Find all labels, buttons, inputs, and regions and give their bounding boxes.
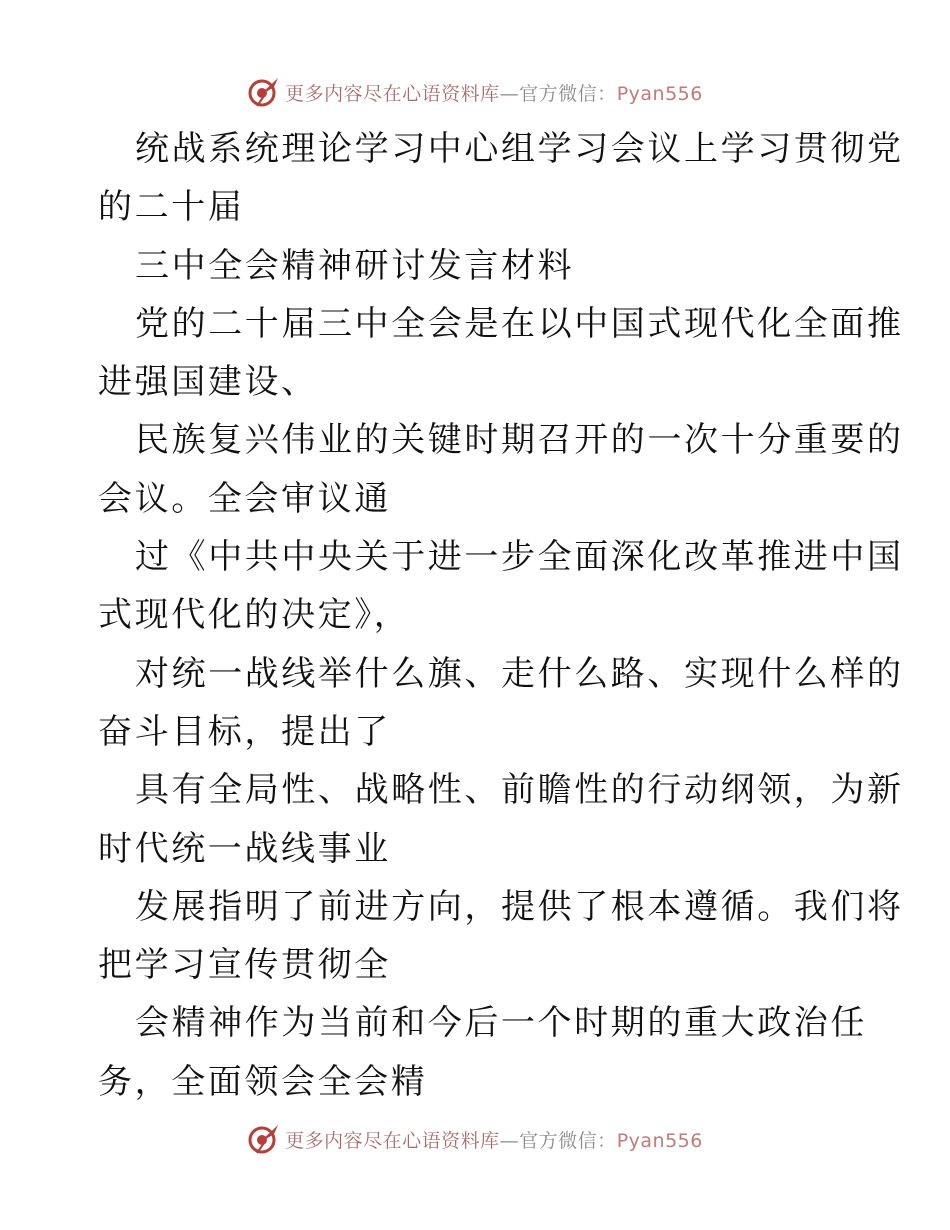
banner-text (285, 79, 703, 106)
text-line: 时代统一战线事业 (98, 828, 391, 869)
text-line: 会议。全会审议通 (98, 478, 391, 519)
text-line: 务，全面领会全会精 (98, 1061, 428, 1102)
banner-wechat-id: Pyan556 (616, 1129, 703, 1152)
text-line: 会精神作为当前和今后一个时期的重大政治任 (135, 1003, 867, 1044)
title-line-2: 的二十届 (98, 187, 245, 228)
footer-banner (0, 1119, 950, 1159)
text-line: 对统一战线举什么旗、走什么路、实现什么样的 (135, 653, 904, 694)
text-line: 过《中共中央关于进一步全面深化改革推进中国 (135, 537, 904, 578)
quill-logo-icon (247, 1122, 281, 1156)
text-line: 发展指明了前进方向，提供了根本遵循。我们将 (135, 886, 904, 927)
banner-site-text: 更多内容尽在心语资料库 (285, 1129, 500, 1152)
title-line-1: 统战系统理论学习中心组学习会议上学习贯彻党 (135, 129, 904, 169)
text-line: 把学习宣传贯彻全 (98, 945, 391, 986)
text-line: 民族复兴伟业的关键时期召开的一次十分重要的 (135, 420, 904, 461)
banner-site-text: 更多内容尽在心语资料库 (285, 82, 500, 105)
text-line: 具有全局性、战略性、前瞻性的行动纲领，为新 (135, 770, 904, 811)
document-body (98, 120, 904, 1111)
header-banner (0, 72, 950, 112)
banner-separator: — (499, 82, 520, 105)
banner-wechat-label: 官方微信： (519, 1129, 617, 1152)
text-line: 进强国建设、 (98, 362, 318, 403)
quill-logo-icon (247, 75, 281, 109)
text-line: 式现代化的决定》， (98, 595, 411, 636)
banner-wechat-id: Pyan556 (616, 82, 703, 105)
banner-separator: — (499, 1129, 520, 1152)
banner-wechat-label: 官方微信： (519, 82, 617, 105)
text-line: 奋斗目标，提出了 (98, 711, 391, 752)
title-line-3: 三中全会精神研讨发言材料 (135, 245, 575, 286)
banner-text (285, 1126, 703, 1153)
text-line: 党的二十届三中全会是在以中国式现代化全面推 (135, 303, 904, 344)
